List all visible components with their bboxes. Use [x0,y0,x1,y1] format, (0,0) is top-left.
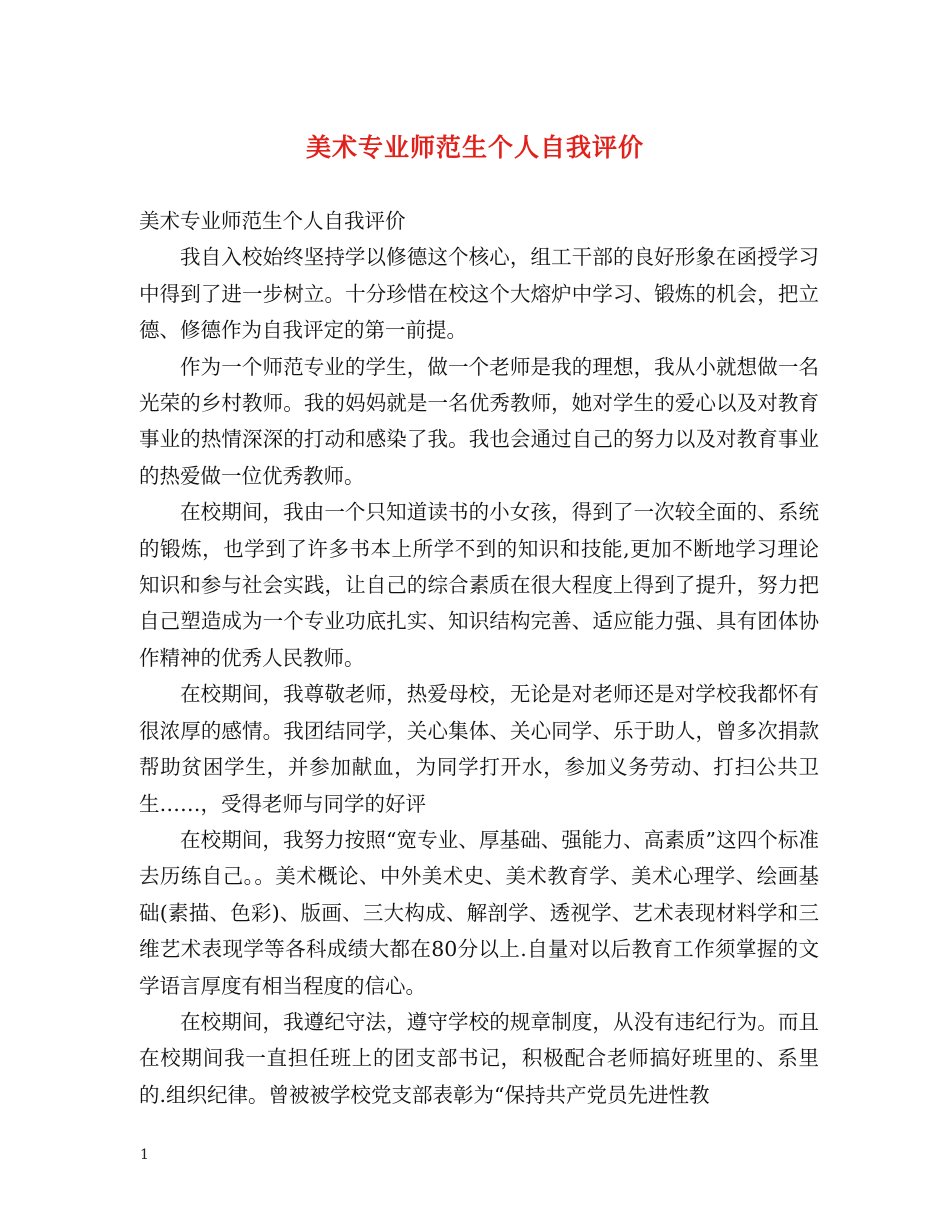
document-title: 美术专业师范生个人自我评价 [305,133,644,162]
paragraph-3: 在校期间，我由一个只知道读书的小女孩，得到了一次较全面的、系统的锻炼，也学到了许多书本上所学不到的知识和技能,更加不断地学习理论知识和参与社会实践，让自己的综合素质在很大程度上得到了提升，努力把自己塑造成为一个专业功底扎实、知识结构完善、适应能力强、具有团体协作精神的优秀人民教师。 [139,500,819,670]
document-body [139,203,819,1113]
paragraph-6: 在校期间，我遵纪守法，遵守学校的规章制度，从没有违纪行为。而且在校期间我一直担任班上的团支部书记，积极配合老师搞好班里的、系里的.组织纪律。曾被被学校党支部表彰为“保持共产党员先进性教 [139,1009,819,1107]
paragraph-1: 我自入校始终坚持学以修德这个核心，组工干部的良好形象在函授学习中得到了进一步树立。十分珍惜在校这个大熔炉中学习、锻炼的机会，把立德、修德作为自我评定的第一前提。 [139,245,819,343]
page-number: 1 [140,1147,149,1163]
paragraph-2: 作为一个师范专业的学生，做一个老师是我的理想，我从小就想做一名光荣的乡村教师。我的妈妈就是一名优秀教师，她对学生的爱心以及对教育事业的热情深深的打动和感染了我。我也会通过自己的努力以及对教育事业的热爱做一位优秀教师。 [139,354,819,488]
paragraph-5: 在校期间，我努力按照“宽专业、厚基础、强能力、高素质”这四个标准去历练自己。。美术概论、中外美术史、美术教育学、美术心理学、绘画基础(素描、色彩)、版画、三大构成、解剖学、透视学、艺术表现材料学和三维艺术表现学等各科成绩大都在80分以上.自量对以后教育工作须掌握的文学语言厚度有相当程度的信心。 [139,827,819,998]
document-subtitle: 美术专业师范生个人自我评价 [139,209,406,233]
paragraph-4: 在校期间，我尊敬老师，热爱母校，无论是对老师还是对学校我都怀有很浓厚的感情。我团结同学，关心集体、关心同学、乐于助人，曾多次捐款帮助贫困学生，并参加献血，为同学打开水，参加义务劳动、打扫公共卫生……，受得老师与同学的好评 [139,682,819,816]
